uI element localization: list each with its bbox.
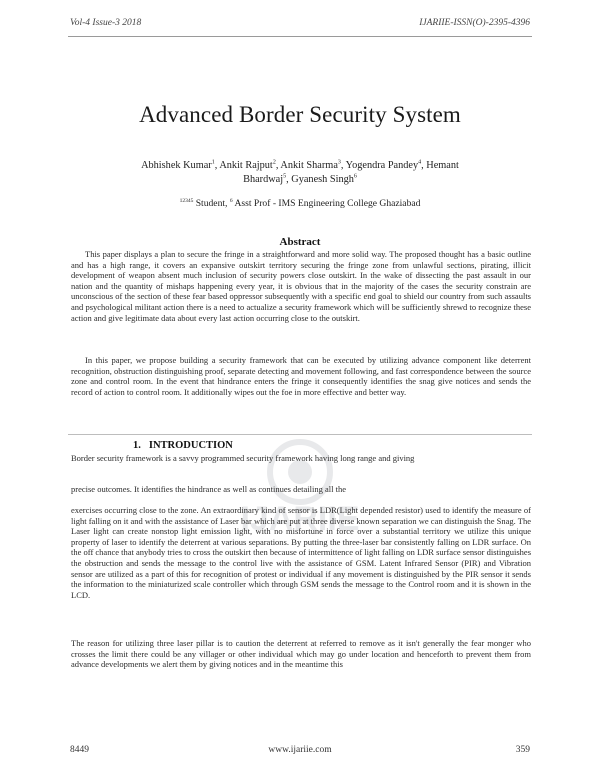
header-divider (68, 36, 532, 37)
introduction-paragraph-2: The reason for utilizing three laser pillar is to caution the deterrent at referred to remove as it isn't generally the fear monger who crosses the limit there could be any villager or other individual which may go under location and henceforth to prevent them from advance developments we alert them by giving notices and in the meantime this (71, 638, 531, 670)
introduction-heading (133, 440, 233, 451)
page-number: 359 (515, 745, 530, 755)
author-superscript: 4 (418, 159, 422, 166)
author-separator: , (214, 160, 220, 171)
abstract-paragraph-2: In this paper, we propose building a security framework that can be executed by utilizing advance component like deterrent recognition, obstruction distinguishing proof, separate detecting and movement following, and fast correspondence between the source zone and control room. In the event that hindrance enters the fringe it consequently identifies the snag give notices and sends the record of action to control room. It additionally wipes out the foe in more effective and better way. (71, 355, 531, 397)
author-superscript: 5 (283, 173, 287, 180)
section-title: INTRODUCTION (148, 440, 233, 451)
author-superscript: 3 (337, 159, 341, 166)
author-name: Gyanesh Singh (291, 174, 354, 185)
author-separator: , (275, 160, 281, 171)
student-label: Student, (193, 198, 230, 209)
watermark-core (288, 460, 312, 484)
introduction-paragraph-1: exercises occurring close to the zone. An extraordinary kind of sensor is LDR(Light depended resistor) used to identify the measure of light falling on it and with the assistance of Laser bar which are put at three diverse known separation we can distinguish the Snag. The Laser light can create nonstop light emission light, with no misfortune in force over a substantial territory we utilize this unique property of laser to identify the deterrent at various separations. By putting the three-laser bar consistently falling on LDR surface. On the off chance that anybody tries to cross the outskirt then because of intermittence of light falling on LDR surface sensor distinguishes the obstruction and sends the message to the control live with the assistance of GSM. Latent Infrared Sensor (PIR) and Vibration sensor are utilized as a part of this for recognition of protest or individual if any movement is distinguished by the PIR sensor it sends the information to the miniaturized scale controller which through GSM sends the message to the Control room and it is shown in the LCD. (71, 505, 531, 600)
author-separator: , (286, 174, 292, 185)
affiliation (0, 198, 600, 209)
abstract-heading: Abstract (279, 236, 321, 248)
author-name: Yogendra Pandey (345, 160, 419, 171)
introduction-line-1: Border security framework is a savvy programmed security framework having long range and giving (71, 453, 415, 463)
author-superscript: 2 (272, 159, 276, 166)
author-name: Abhishek Kumar (141, 160, 212, 171)
author-list (120, 159, 480, 187)
abstract-paragraph-1: This paper displays a plan to secure the fringe in a straightforward and more solid way. The proposed thought has a basic outline and has a high range, it covers an expansive outskirt territory securing the fringe zone from unlawful sections, pirating, illicit development of weapon absent much inclusion of security powers close outskirt. In the wake of dissecting the past assault in our nation and the quantity of mishaps happening every year, it is obvious that in the majority of the cases the security constrain are unconscious of the section of these fear based oppressor subsequently with a specific end goal to shield our country from such assaults and psychological militant action there is a need to actualize a security framework which will be sufficiently shrewd to recognize these action and give legitimate data about every last action occurring close to the outskirt. (71, 249, 531, 323)
prof-label: Asst Prof - IMS Engineering College Ghaziabad (232, 198, 421, 209)
section-number: 1. (133, 440, 141, 451)
author-separator: , (340, 160, 346, 171)
watermark-text: IJARIIE (240, 500, 360, 538)
author-superscript: 6 (353, 173, 357, 180)
paper-id: 8449 (70, 745, 89, 755)
prof-superscript: 6 (229, 197, 233, 204)
author-name: Ankit Sharma (280, 160, 338, 171)
author-name: Hemant Bhardwaj (243, 160, 459, 185)
paper-title: Advanced Border Security System (139, 102, 461, 127)
journal-issue: Vol-4 Issue-3 2018 (70, 18, 142, 28)
author-separator: , (421, 160, 427, 171)
section-divider (68, 434, 532, 435)
website-link[interactable]: www.ijariie.com (268, 745, 332, 755)
introduction-line-2: precise outcomes. It identifies the hindrance as well as continues detailing all the (71, 484, 346, 494)
page-footer (70, 745, 530, 757)
issn: IJARIIE-ISSN(O)-2395-4396 (419, 18, 530, 28)
author-superscript: 1 (211, 159, 215, 166)
student-superscript: 12345 (179, 197, 194, 204)
author-name: Ankit Rajput (219, 160, 273, 171)
page-header (70, 18, 530, 30)
